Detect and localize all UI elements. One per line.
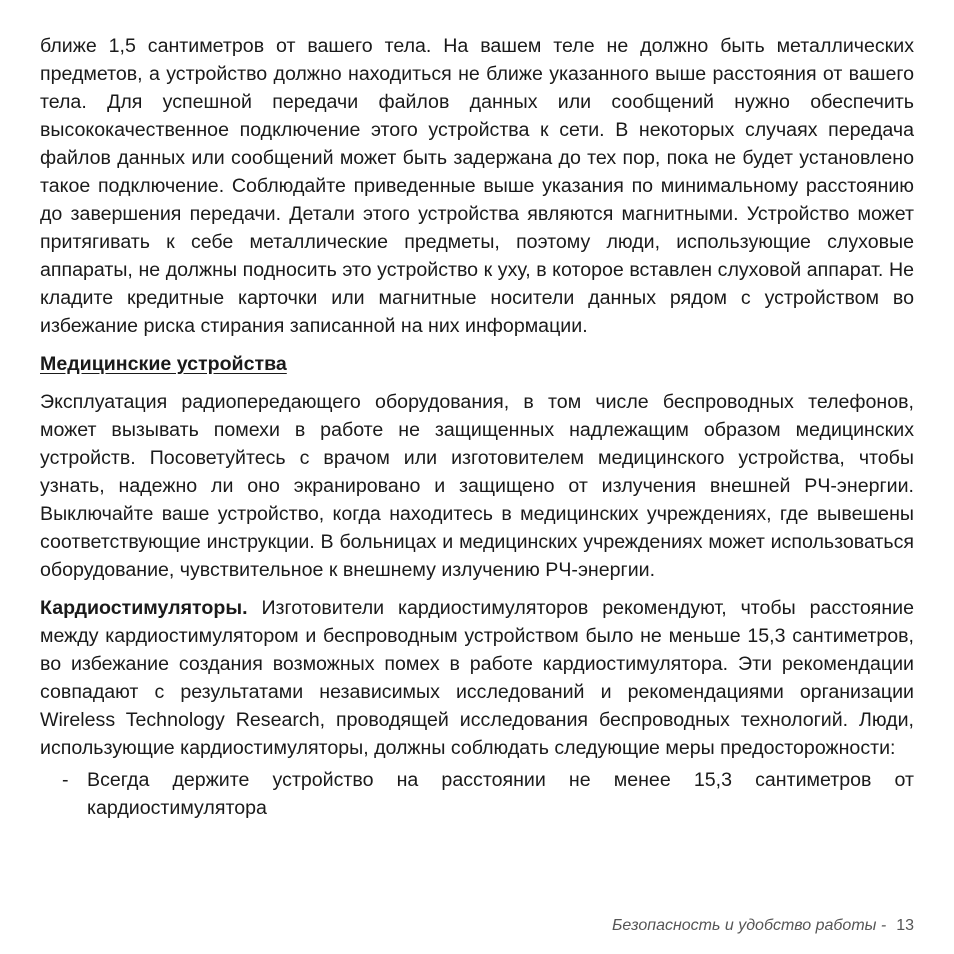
paragraph-lead-term: Кардиостимуляторы. — [40, 597, 248, 619]
body-paragraph — [40, 594, 914, 762]
page-footer — [612, 916, 914, 936]
body-paragraph: Эксплуатация радиопередающего оборудования, в том числе беспроводных телефонов, может вызывать помехи в работе не защищенных надлежащим образом медицинских устройств. Посоветуйтесь с врачом или изготовителем медицинского устройства, чтобы узнать, надежно ли оно экранировано и защищено от излучения внешней РЧ-энергии. Выключайте ваше устройство, когда находитесь в медицинских учреждениях, где вывешены соответствующие инструкции. В больницах и медицинских учреждениях может использоваться оборудование, чувствительное к внешнему излучению РЧ-энергии. — [40, 391, 914, 581]
bullet-list — [40, 766, 914, 822]
list-item — [40, 766, 914, 822]
document-page — [40, 32, 914, 822]
paragraph-text: Изготовители кардиостимуляторов рекомендуют, чтобы расстояние между кардиостимулятором и беспроводным устройством было не меньше 15,3 сантиметров, во избежание создания возможных помех в работе кардиостимулятора. Эти рекомендации совпадают с результатами независимых исследований и рекомендациями организации Wireless Technology Research, проводящей исследования беспроводных технологий. Люди, использующие кардиостимуляторы, должны соблюдать следующие меры предосторожности: — [40, 597, 914, 759]
page-number: 13 — [896, 917, 914, 934]
list-item-text: Всегда держите устройство на расстоянии не менее 15,3 сантиметров от кардиостимулятора — [87, 769, 914, 819]
bullet-dash: - — [62, 769, 69, 791]
body-paragraph: ближе 1,5 сантиметров от вашего тела. На вашем теле не должно быть металлических предметов, а устройство должно находиться не ближе указанного выше расстояния от вашего тела. Для успешной передачи файлов данных или сообщений нужно обеспечить высококачественное подключение этого устройства к сети. В некоторых случаях передача файлов данных или сообщений может быть задержана до тех пор, пока не будет установлено такое подключение. Соблюдайте приведенные выше указания по минимальному расстоянию до завершения передачи. Детали этого устройства являются магнитными. Устройство может притягивать к себе металлические предметы, поэтому люди, использующие слуховые аппараты, не должны подносить это устройство к уху, в которое вставлен слуховой аппарат. Не кладите кредитные карточки или магнитные носители данных рядом с устройством во избежание риска стирания записанной на них информации. — [40, 35, 914, 337]
footer-section-title: Безопасность и удобство работы - — [611, 917, 887, 934]
section-heading: Медицинские устройства — [40, 353, 287, 375]
